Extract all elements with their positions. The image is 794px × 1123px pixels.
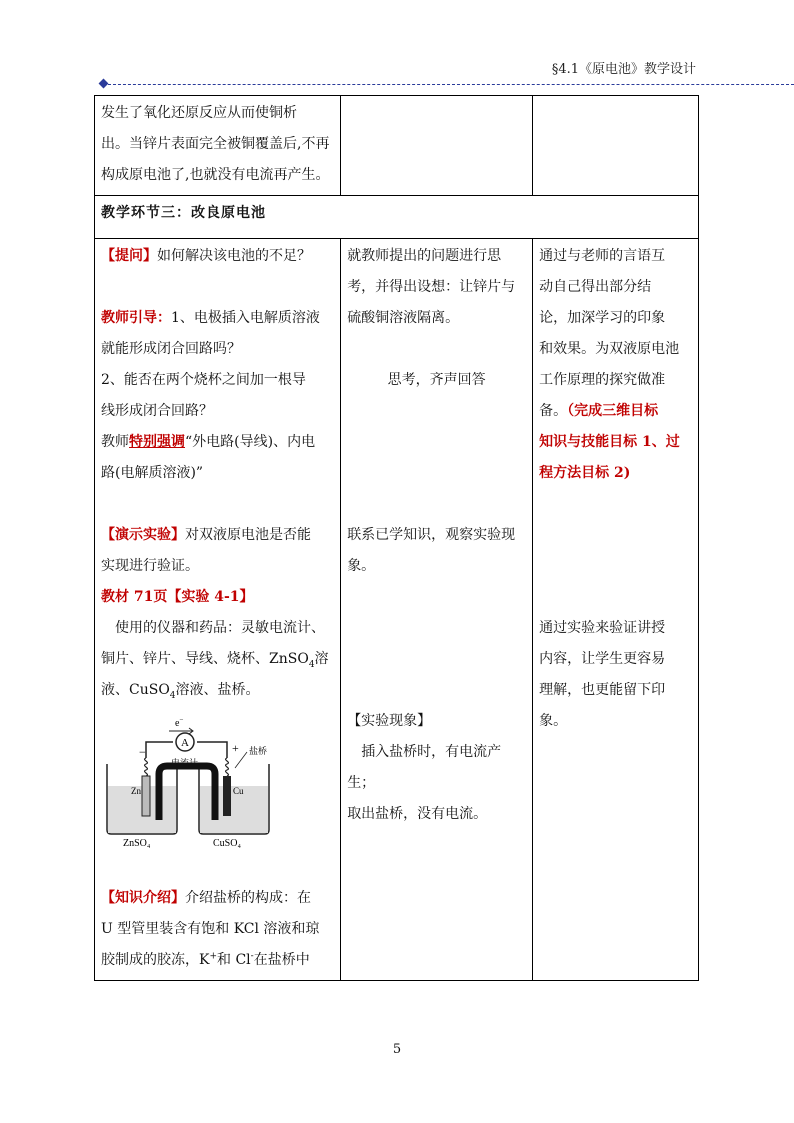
text-line: 考，并得出设想：让锌片与 bbox=[347, 279, 516, 295]
text-line: 论，加深学习的印象 bbox=[539, 310, 666, 326]
header-diamond-marker bbox=[99, 79, 109, 89]
salt-bridge-label: 盐桥 bbox=[249, 746, 268, 756]
textbook-reference: 教材 71页【实验 4-1】 bbox=[101, 589, 254, 605]
guide-tag: 教师引导： bbox=[101, 310, 171, 326]
text-line: 发生了氧化还原反应从而使铜析 bbox=[101, 105, 297, 121]
phenomenon-tag: 【实验现象】 bbox=[347, 713, 432, 729]
text-line: 2、能否在两个烧杯之间加一根导 bbox=[101, 372, 306, 388]
text-line: 就教师提出的问题进行思 bbox=[347, 248, 502, 264]
question-line bbox=[101, 241, 334, 272]
text-line: 备。（完成三维目标 bbox=[539, 403, 659, 419]
goal-note: （完成三维目标 bbox=[567, 403, 659, 419]
demo-line bbox=[101, 520, 334, 551]
minus-sign: − bbox=[139, 745, 146, 759]
design-intent-cell bbox=[533, 239, 699, 981]
text-line: 理解，也更能留下印 bbox=[539, 682, 666, 698]
lesson-plan-table bbox=[94, 95, 699, 981]
header-title: §4.1《原电池》教学设计 bbox=[551, 62, 696, 77]
text-line: 线形成闭合回路？ bbox=[101, 403, 213, 419]
teacher-activity-cell bbox=[95, 239, 341, 981]
demo-tag: 【演示实验】 bbox=[101, 527, 185, 543]
question-tag: 【提问】 bbox=[101, 248, 157, 264]
text-line: 联系已学知识，观察实验现 bbox=[347, 527, 516, 543]
copper-electrode bbox=[223, 776, 231, 816]
text-line: 动自己得出部分结 bbox=[539, 279, 652, 295]
text-line: 通过与老师的言语互 bbox=[539, 248, 666, 264]
guide-text: 1、电极插入电解质溶液 bbox=[171, 310, 320, 326]
table-row bbox=[95, 239, 699, 981]
text-line: 插入盐桥时，有电流产生； bbox=[347, 744, 502, 791]
text-line: 象。 bbox=[347, 558, 376, 574]
emphasis-prefix: 教师 bbox=[101, 434, 129, 450]
text-line: 使用的仪器和药品：灵敏电流计、 bbox=[115, 620, 325, 636]
demo-text: 对双液原电池是否能 bbox=[185, 527, 311, 543]
emphasis-text: “外电路(导线)、内电 bbox=[185, 434, 316, 450]
section-title: 教学环节三：改良原电池 bbox=[95, 196, 699, 239]
electron-label: e− bbox=[175, 718, 184, 729]
electron-arrow-icon bbox=[169, 728, 193, 734]
student-activity-cell bbox=[341, 239, 533, 981]
text-line: 通过实验来验证讲授 bbox=[539, 620, 666, 636]
knowledge-ions-line: 胶制成的胶冻，K+和 Cl-在盐桥中 bbox=[101, 951, 310, 968]
materials-line: 铜片、锌片、导线、烧杯、ZnSO$_4$溶 bbox=[101, 651, 329, 670]
zinc-label: Zn bbox=[131, 786, 141, 796]
goal-note: 程方法目标 2) bbox=[539, 465, 631, 481]
zinc-electrode bbox=[142, 776, 150, 816]
plus-sign: + bbox=[232, 741, 239, 755]
text-line: U 型管里装含有饱和 KCl 溶液和琼 bbox=[101, 921, 320, 937]
text-line: 思考，齐声回答 bbox=[387, 372, 486, 388]
text-line: 内容，让学生更容易 bbox=[539, 651, 666, 667]
emphasis-word: 特别强调 bbox=[129, 434, 185, 450]
copper-label: Cu bbox=[233, 786, 244, 796]
knowledge-tag: 【知识介绍】 bbox=[101, 890, 185, 906]
text-line: 取出盐桥，没有电流。 bbox=[347, 806, 488, 822]
page-number: 5 bbox=[392, 1042, 402, 1057]
text-line: 出。当锌片表面完全被铜覆盖后,不再 bbox=[101, 136, 330, 152]
text-line: 就能形成闭合回路吗？ bbox=[101, 341, 241, 357]
top-row-col2 bbox=[341, 96, 533, 196]
text-line: 实现进行验证。 bbox=[101, 558, 199, 574]
knowledge-text: 介绍盐桥的构成：在 bbox=[185, 890, 311, 906]
knowledge-line bbox=[101, 883, 334, 914]
copper-sulfate-label: CuSO₄ bbox=[213, 838, 241, 848]
emphasis-line bbox=[101, 427, 334, 458]
meter-label: 电流计 bbox=[171, 758, 199, 768]
text-line: 和效果。为双液原电池 bbox=[539, 341, 680, 357]
materials-line: 液、CuSO$_4$溶液、盐桥。 bbox=[101, 682, 260, 701]
text-line: 象。 bbox=[539, 713, 568, 729]
table-row bbox=[95, 96, 699, 196]
text-line: 工作原理的探究做准 bbox=[539, 372, 666, 388]
section-row bbox=[95, 196, 699, 239]
text-line: 硫酸铜溶液隔离。 bbox=[347, 310, 460, 326]
ammeter-symbol: A bbox=[181, 737, 189, 749]
zinc-sulfate-label: ZnSO₄ bbox=[123, 838, 151, 848]
salt-bridge-cell-diagram bbox=[101, 718, 271, 848]
header-rule bbox=[108, 84, 794, 85]
top-row-col3 bbox=[533, 96, 699, 196]
goal-note: 知识与技能目标 1、过 bbox=[539, 434, 680, 450]
top-row-col1 bbox=[95, 96, 341, 196]
text-line: 构成原电池了,也就没有电流再产生。 bbox=[101, 167, 330, 183]
question-text: 如何解决该电池的不足？ bbox=[157, 248, 311, 264]
text-line: 路(电解质溶液)” bbox=[101, 465, 204, 481]
guide-line bbox=[101, 303, 334, 334]
